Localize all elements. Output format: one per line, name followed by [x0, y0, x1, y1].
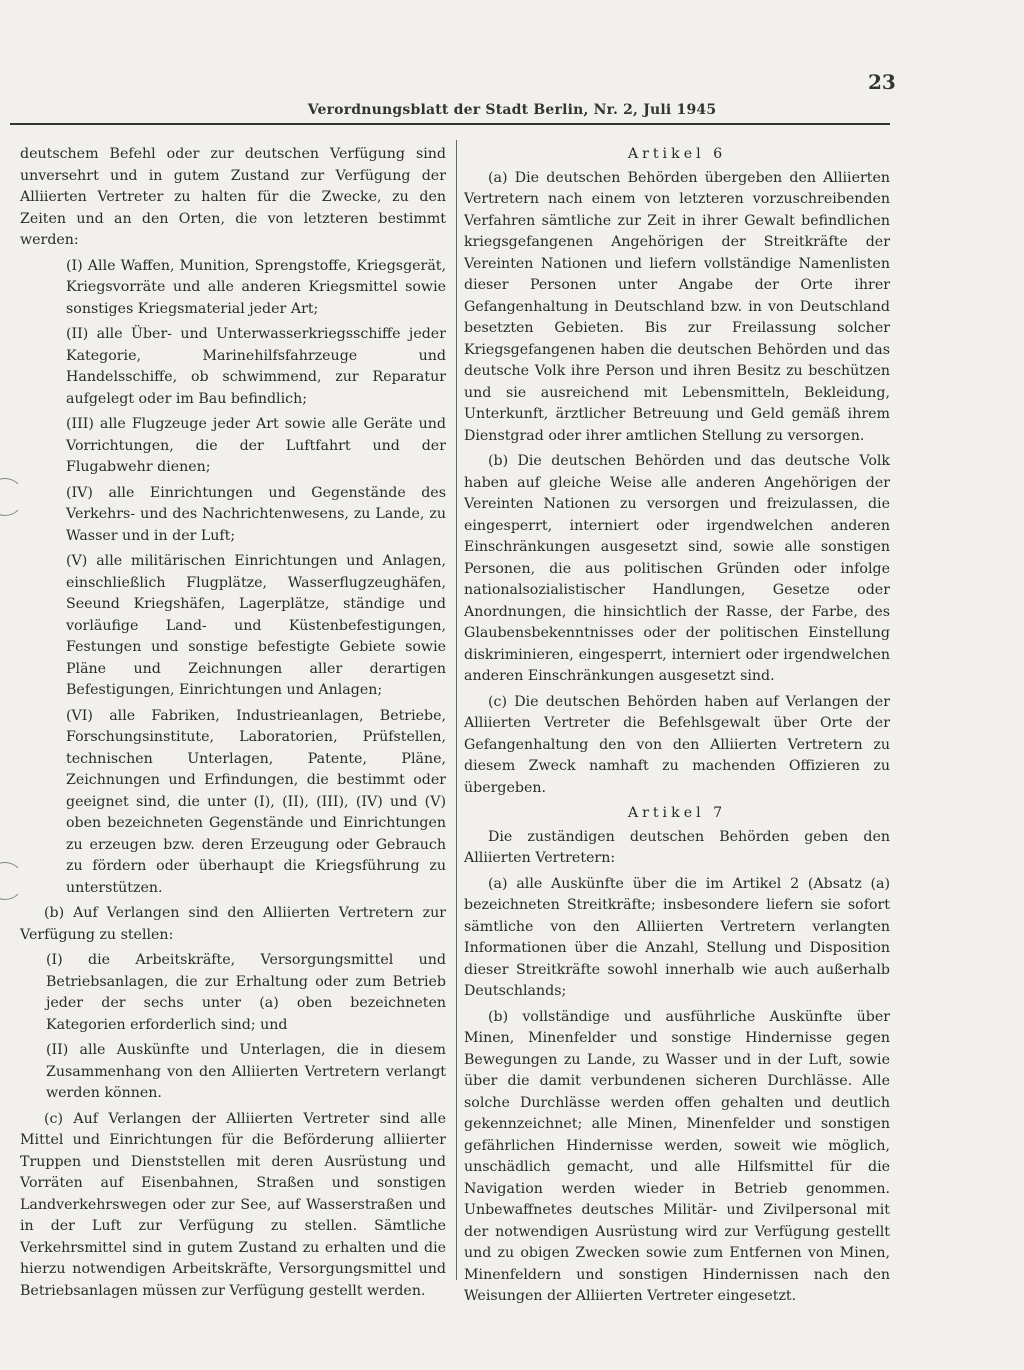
column-divider — [456, 140, 457, 1280]
paragraph-c: (c) Auf Verlangen der Alliierten Vertreter sind alle Mittel und Einrichtungen für die Beförderung alliierter Truppen und Dienststellen mit deren Ausrüstung und Vorräten auf Eisenbahnen, Straßen und sonstigen Landverkehrswegen oder zur See, auf Wasserstraßen und in der Luft zur Verfügung zu stellen. Sämtliche Verkehrsmittel sind in gutem Zustand zu erhalten und die hierzu notwendigen Arbeitskräfte, Versorgungsmittel und Betriebsanlagen müssen zur Verfügung gestellt werden. — [20, 1110, 446, 1299]
article-7-b: (b) vollständige und ausführliche Auskünfte über Minen, Minenfelder und sonstige Hindernisse gegen Bewegungen zu Lande, zu Wasser und in der Luft, sowie über die damit verbundenen sicheren Durchlässe. Alle solche Durchlässe werden offen gehalten und deutlich gekennzeichnet; alle Minen, Minenfelder und sonstigen gefährlichen Hindernisse werden, soweit wie möglich, unschädlich gemacht, und alle Hilfsmittel für die Navigation werden wieder in Betrieb genommen. Unbewaffnetes deutsches Militär- und Zivilpersonal mit der notwendigen Ausrüstung wird zur Verfügung gestellt und zu obigen Zwecken sowie zum Entfernen von Minen, Minenfeldern und sonstigen Hindernissen nach den Weisungen der Alliierten Vertreter eingesetzt. — [464, 1008, 890, 1304]
list-item: (VI) alle Fabriken, Industrieanlagen, Betriebe, Forschungsinstitute, Laboratorien, Prüfstellen, technischen Unterlagen, Patente, Pläne, Zeichnungen und Erfindungen, die bestimmt oder geeignet sind, die unter (I), (II), (III), (IV) und (V) oben bezeichneten Gegenstände und Einrichtungen zu erzeugen bzw. deren Erzeugung oder Gebrauch zu fördern oder überhaupt die Kriegsführung zu unterstützen. — [66, 707, 446, 896]
list-item: (III) alle Flugzeuge jeder Art sowie alle Geräte und Vorrichtungen, die der Luftfahrt und der Flugabwehr dienen; — [66, 416, 446, 475]
article-7-intro: Die zuständigen deutschen Behörden geben den Alliierten Vertretern: — [464, 828, 890, 866]
article-6-c: (c) Die deutschen Behörden haben auf Verlangen der Alliierten Vertreter die Befehlsgewalt über Orte der Gefangenhaltung den von den Alliierten Vertretern zu diesem Zweck namhaft zu machenden Offizieren zu übergeben. — [464, 693, 890, 796]
list-item: (I) Alle Waffen, Munition, Sprengstoffe, Kriegsgerät, Kriegsvorräte und alle anderen Kriegsmittel sowie sonstiges Kriegsmaterial jeder Art; — [66, 257, 446, 317]
article-6-b: (b) Die deutschen Behörden und das deutsche Volk haben auf gleiche Weise alle anderen Angehörigen der Vereinten Nationen zu versorgen und freizulassen, die eingesperrt, interniert oder irgendwelchen anderen Einschränkungen ausgesetzt sind, sowie alle sonstigen Personen, die aus politischen Gründen oder infolge nationalsozialistischer Handlungen, Gesetze oder Anordnungen, die hinsichtlich der Rasse, der Farbe, des Glaubensbekenntnisses oder der politischen Einstellung diskriminieren, eingesperrt, interniert oder irgendwelchen anderen Einschränkungen ausgesetzt sind. — [464, 453, 890, 684]
right-column — [464, 144, 890, 1312]
list-item: (II) alle Auskünfte und Unterlagen, die in diesem Zusammenhang von den Alliierten Vertretern verlangt werden können. — [46, 1042, 446, 1101]
paragraph-b: (b) Auf Verlangen sind den Alliierten Vertretern zur Verfügung zu stellen: — [20, 905, 446, 943]
header-rule — [10, 123, 890, 125]
page-header: Verordnungsblatt der Stadt Berlin, Nr. 2, Juli 1945 — [307, 102, 717, 118]
list-item: (I) die Arbeitskräfte, Versorgungsmittel und Betriebsanlagen, die zur Erhaltung oder zum Betrieb jeder der sechs unter (a) oben bezeichneten Kategorien erforderlich sind; und — [46, 952, 446, 1033]
intro-paragraph: deutschem Befehl oder zur deutschen Verfügung sind unversehrt und in gutem Zustand zur Verfügung der Alliierten Vertreter zu halten für die Zwecke, zu den Zeiten und an den Orten, die von letzteren bestimmt werden: — [20, 146, 446, 248]
page-number: 23 — [868, 70, 896, 94]
list-item: (II) alle Über- und Unterwasserkriegsschiffe jeder Kategorie, Marinehilfsfahrzeuge und Handelsschiffe, ob schwimmend, zur Reparatur aufgelegt oder im Bau befindlich; — [66, 326, 446, 407]
article-7-a: (a) alle Auskünfte über die im Artikel 2 (Absatz (a) bezeichneten Streitkräfte; insbesondere liefern sie sofort sämtliche von den Alliierten Vertretern verlangten Informationen über die Anzahl, Stellung und Disposition dieser Streitkräfte sowohl innerhalb wie auch außerhalb Deutschlands; — [464, 875, 890, 999]
article-7-title: Artikel 7 — [627, 805, 727, 821]
list-item: (IV) alle Einrichtungen und Gegenstände des Verkehrs- und des Nachrichtenwesens, zu Lande, zu Wasser und in der Luft; — [66, 484, 446, 544]
article-6-a: (a) Die deutschen Behörden übergeben den Alliierten Vertretern nach einem von letzteren vorzuschreibenden Verfahren sämtliche zur Zeit in ihrer Gewalt befindlichen kriegsgefangenen Angehörigen der Streitkräfte der Vereinten Nationen und liefern vollständige Namenlisten dieser Personen unter Angabe der Orte ihrer Gefangenhaltung in Deutschland bzw. in von Deutschland besetzten Gebieten. Bis zur Freilassung solcher Kriegsgefangenen haben die deutschen Behörden und das deutsche Volk ihre Person und ihren Besitz zu beschützen und sie ausreichend mit Lebensmitteln, Bekleidung, Unterkunft, ärztlicher Betreuung und Geld gemäß ihrem Dienstgrad oder ihrer amtlichen Stellung zu versorgen. — [464, 169, 890, 444]
left-column — [20, 144, 446, 1306]
list-item: (V) alle militärischen Einrichtungen und Anlagen, einschließlich Flugplätze, Wasserflugzeughäfen, Seeund Kriegshäfen, Lagerplätze, ständige und vorläufige Land- und Küstenbefestigungen, Festungen und sonstige befestigte Gebiete sowie Pläne und Zeichnungen aller derartigen Befestigungen, Einrichtungen und Anlagen; — [66, 553, 446, 698]
article-6-title: Artikel 6 — [627, 146, 727, 162]
